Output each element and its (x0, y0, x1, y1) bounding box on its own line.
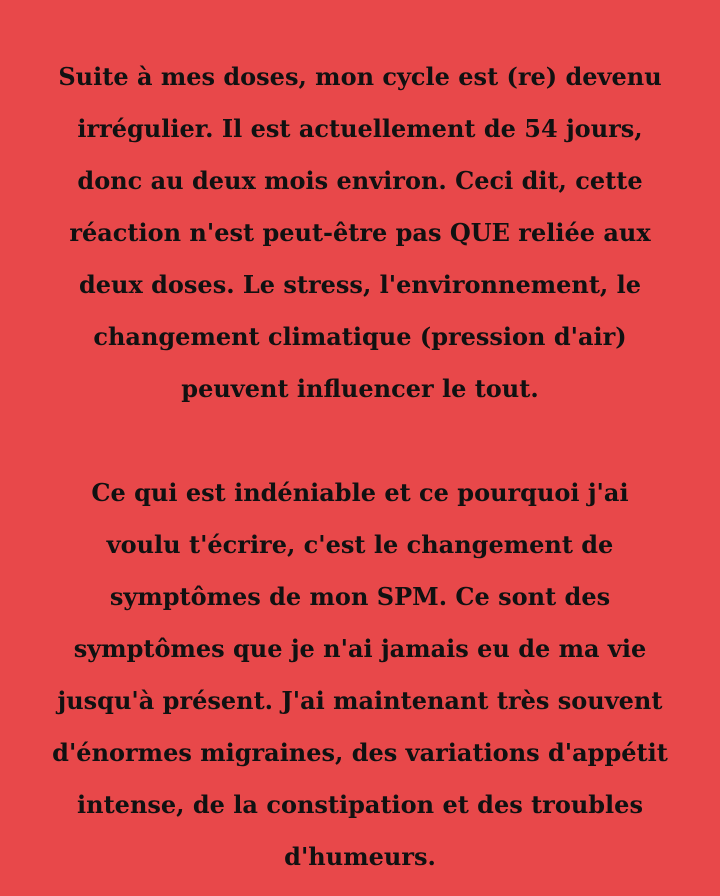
paragraph-2-line: jusqu'à présent. J'ai maintenant très souvent (57, 686, 663, 715)
paragraph-2-line: voulu t'écrire, c'est le changement de (106, 530, 614, 559)
paragraph-2-line: Ce qui est indéniable et ce pourquoi j'ai (91, 478, 629, 507)
paragraph-1-line: Suite à mes doses, mon cycle est (re) devenu (58, 62, 662, 91)
paragraph-2-line: d'énormes migraines, des variations d'appétit (52, 738, 668, 767)
paragraph-1-line: donc au deux mois environ. Ceci dit, cette (77, 166, 643, 195)
paragraph-2-line: symptômes de mon SPM. Ce sont des (109, 582, 611, 611)
paragraph-2-line: d'humeurs. (284, 842, 436, 871)
paragraph-2-line: symptômes que je n'ai jamais eu de ma vie (73, 634, 647, 663)
paragraph-2-line: intense, de la constipation et des troubles (77, 790, 643, 819)
paragraph-1-line: changement climatique (pression d'air) (93, 322, 627, 351)
paragraph-1-line: réaction n'est peut-être pas QUE reliée aux (69, 218, 651, 247)
paragraph-1 (40, 51, 680, 415)
paragraph-1-line: deux doses. Le stress, l'environnement, le (78, 270, 642, 299)
paragraph-2 (40, 467, 680, 883)
paragraph-1-line: peuvent influencer le tout. (181, 374, 539, 403)
paragraph-spacer (40, 415, 680, 467)
paragraph-1-line: irrégulier. Il est actuellement de 54 jours, (77, 114, 643, 143)
